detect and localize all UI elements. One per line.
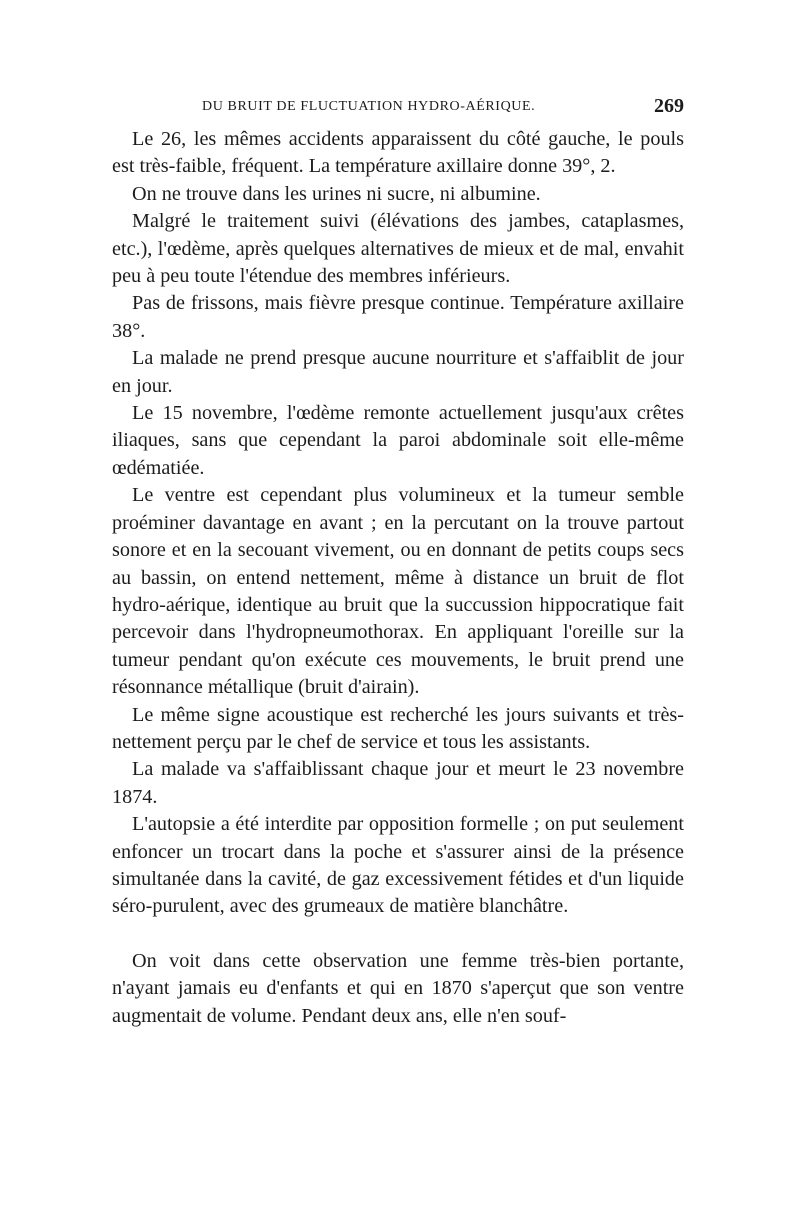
paragraph: L'autopsie a été interdite par opposition formelle ; on put seulement enfoncer un trocart dans la poche et s'assurer ainsi de la présence simultanée dans la cavité, de gaz excessivement fétides et d'un liquide séro-purulent, avec des grumeaux de matière blanchâtre. (112, 813, 684, 918)
paragraph: Malgré le traitement suivi (élévations des jambes, cataplasmes, etc.), l'œdème, après quelques alternatives de mieux et de mal, envahit peu à peu toute l'étendue des membres inférieurs. (112, 210, 684, 288)
paragraph: La malade va s'affaiblissant chaque jour et meurt le 23 novembre 1874. (112, 758, 684, 808)
body-text (112, 126, 684, 1030)
paragraph: Le même signe acoustique est recherché les jours suivants et très-nettement perçu par le chef de service et tous les assistants. (112, 703, 684, 753)
paragraph: Pas de frissons, mais fièvre presque continue. Température axillaire 38°. (112, 292, 684, 342)
running-title: DU BRUIT DE FLUCTUATION HYDRO-AÉRIQUE. (202, 99, 536, 114)
paragraph: On voit dans cette observation une femme très-bien portante, n'ayant jamais eu d'enfants et qui en 1870 s'aperçut que son ventre augmentait de volume. Pendant deux ans, elle n'en souf- (112, 949, 684, 1027)
paragraph: Le 15 novembre, l'œdème remonte actuellement jusqu'aux crêtes iliaques, sans que cependant la paroi abdominale soit elle-même œdématiée. (112, 402, 684, 479)
paragraph: Le 26, les mêmes accidents apparaissent du côté gauche, le pouls est très-faible, fréquent. La température axillaire donne 39°, 2. (112, 128, 684, 178)
page-header (112, 97, 684, 121)
paragraph: Le ventre est cependant plus volumineux et la tumeur semble proéminer davantage en avant ; en la percutant on la trouve partout sonore et en la secouant vivement, ou en donnant de petits coups secs au bassin, on entend nettement, même à distance un bruit de flot hydro-aérique, identique au bruit que la succussion hippocratique fait percevoir dans l'hydropneumothorax. En appliquant l'oreille sur la tumeur pendant qu'on exécute ces mouvements, le bruit prend une résonnance métallique (bruit d'airain). (112, 484, 684, 699)
paragraph: On ne trouve dans les urines ni sucre, ni albumine. (132, 182, 541, 205)
page-number: 269 (654, 95, 684, 117)
paragraph: La malade ne prend presque aucune nourriture et s'affaiblit de jour en jour. (112, 347, 684, 397)
